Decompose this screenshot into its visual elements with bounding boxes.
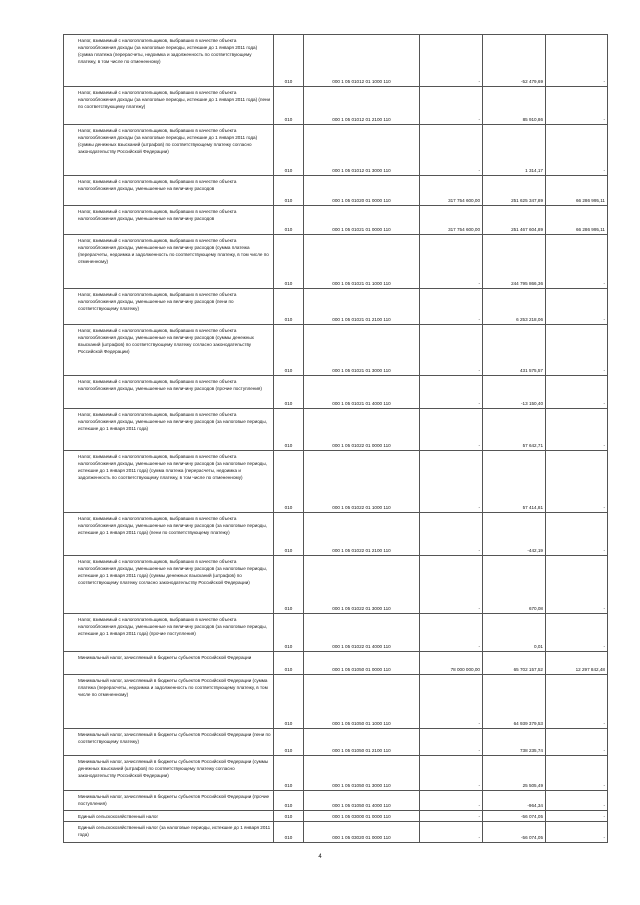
row-approved: - (420, 35, 483, 87)
row-executed: -56 074,05 (483, 822, 546, 843)
table-row (64, 289, 608, 325)
row-name: Минимальный налог, зачисляемый в бюджеты субъектов Российской Федерации (64, 652, 274, 675)
row-unexecuted: - (546, 614, 608, 652)
row-approved: - (420, 675, 483, 729)
row-kbk: 000 1 05 01021 01 3000 110 (304, 325, 420, 376)
table-row (64, 176, 608, 206)
row-approved: - (420, 289, 483, 325)
table-row (64, 125, 608, 176)
row-code: 010 (274, 376, 304, 409)
revenue-table (63, 34, 608, 843)
row-unexecuted: - (546, 513, 608, 556)
row-kbk: 000 1 05 01012 01 3000 110 (304, 125, 420, 176)
row-name: Налог, взимаемый с налогоплательщиков, выбравших в качестве объекта налогообложения доходы (за налоговые периоды, истекшие до 1 января 2011 года) (пени по соответствующему платежу) (64, 87, 274, 125)
row-approved: - (420, 729, 483, 756)
row-name: Налог, взимаемый с налогоплательщиков, выбравших в качестве объекта налогообложения доходы, уменьшенные на величину расходов (64, 176, 274, 206)
row-unexecuted: - (546, 811, 608, 822)
row-code: 010 (274, 811, 304, 822)
row-kbk: 000 1 05 01022 01 0000 110 (304, 409, 420, 451)
row-kbk: 000 1 05 01021 01 4000 110 (304, 376, 420, 409)
row-executed: 0,01 (483, 614, 546, 652)
row-code: 010 (274, 235, 304, 289)
table-row (64, 756, 608, 791)
row-approved: - (420, 325, 483, 376)
page-number: 4 (318, 854, 322, 860)
row-kbk: 000 1 05 03000 01 0000 110 (304, 811, 420, 822)
row-unexecuted: - (546, 235, 608, 289)
row-kbk: 000 1 05 01012 01 1000 110 (304, 35, 420, 87)
row-kbk: 000 1 05 01050 01 1000 110 (304, 675, 420, 729)
row-approved: 317 754 600,00 (420, 176, 483, 206)
row-unexecuted: 66 286 995,11 (546, 176, 608, 206)
row-unexecuted: - (546, 87, 608, 125)
table-row (64, 822, 608, 843)
row-executed: 64 939 379,53 (483, 675, 546, 729)
row-executed: 431 575,57 (483, 325, 546, 376)
row-name: Минимальный налог, зачисляемый в бюджеты субъектов Российской Федерации (прочие поступления) (64, 791, 274, 811)
row-executed: 85 910,86 (483, 87, 546, 125)
row-approved: - (420, 756, 483, 791)
row-unexecuted: - (546, 125, 608, 176)
row-approved: - (420, 556, 483, 614)
row-unexecuted: - (546, 675, 608, 729)
row-kbk: 000 1 05 03020 01 0000 110 (304, 822, 420, 843)
row-approved: - (420, 376, 483, 409)
row-approved: 317 754 600,00 (420, 206, 483, 235)
row-executed: 670,08 (483, 556, 546, 614)
table-row (64, 614, 608, 652)
row-code: 010 (274, 652, 304, 675)
row-code: 010 (274, 325, 304, 376)
row-approved: - (420, 451, 483, 513)
row-executed: 1 314,17 (483, 125, 546, 176)
row-executed: -442,19 (483, 513, 546, 556)
row-unexecuted: - (546, 409, 608, 451)
row-kbk: 000 1 05 01021 01 2100 110 (304, 289, 420, 325)
row-name: Минимальный налог, зачисляемый в бюджеты субъектов Российской Федерации (пени по соответствующему платежу) (64, 729, 274, 756)
row-code: 010 (274, 409, 304, 451)
row-unexecuted: - (546, 325, 608, 376)
row-kbk: 000 1 05 01050 01 2100 110 (304, 729, 420, 756)
row-name: Налог, взимаемый с налогоплательщиков, выбравших в качестве объекта налогообложения доходы, уменьшенные на величину расходов (пени по соответствующему платежу) (64, 289, 274, 325)
row-code: 010 (274, 87, 304, 125)
row-approved: - (420, 614, 483, 652)
row-approved: - (420, 125, 483, 176)
row-executed: 251 625 347,89 (483, 176, 546, 206)
table-row (64, 87, 608, 125)
row-executed: 738 235,74 (483, 729, 546, 756)
row-name: Налог, взимаемый с налогоплательщиков, выбравших в качестве объекта налогообложения доходы (за налоговые периоды, истекшие до 1 января 2011 года) (суммы денежных взысканий (штрафов) по соответствующему платежу согласно законодательству Российской Федерации) (64, 125, 274, 176)
table-row (64, 513, 608, 556)
table-row (64, 556, 608, 614)
row-code: 010 (274, 791, 304, 811)
table-row (64, 35, 608, 87)
row-name: Налог, взимаемый с налогоплательщиков, выбравших в качестве объекта налогообложения доходы, уменьшенные на величину расходов (за налоговые периоды, истекшие до 1 января 2011 года) (суммы денежных взысканий (штрафов) по соответствующему платежу согласно законодательству Российской Федерации) (64, 556, 274, 614)
table-row (64, 235, 608, 289)
row-name: Налог, взимаемый с налогоплательщиков, выбравших в качестве объекта налогообложения доходы, уменьшенные на величину расходов (64, 206, 274, 235)
row-code: 010 (274, 822, 304, 843)
row-code: 010 (274, 675, 304, 729)
row-unexecuted: 12 297 842,48 (546, 652, 608, 675)
row-name: Налог, взимаемый с налогоплательщиков, выбравших в качестве объекта налогообложения доходы (за налоговые периоды, истекшие до 1 января 2011 года) (сумма платежа (перерасчеты, недоимка и задолженность по соответствующему платежу, в том числе по отмененному) (64, 35, 274, 87)
row-name: Единый сельскохозяйственный налог (64, 811, 274, 822)
row-kbk: 000 1 05 01021 01 0000 110 (304, 206, 420, 235)
row-approved: - (420, 409, 483, 451)
row-executed: 251 467 604,89 (483, 206, 546, 235)
row-executed: 57 642,71 (483, 409, 546, 451)
row-kbk: 000 1 05 01021 01 1000 110 (304, 235, 420, 289)
row-executed: -964,34 (483, 791, 546, 811)
row-unexecuted: 66 286 995,11 (546, 206, 608, 235)
row-kbk: 000 1 05 01022 01 4000 110 (304, 614, 420, 652)
row-name: Налог, взимаемый с налогоплательщиков, выбравших в качестве объекта налогообложения доходы, уменьшенные на величину расходов (суммы денежных взысканий (штрафов) по соответствующему платежу согласно законодательству Российской Федерации) (64, 325, 274, 376)
row-executed: 6 253 218,06 (483, 289, 546, 325)
row-kbk: 000 1 05 01050 01 0000 110 (304, 652, 420, 675)
row-name: Минимальный налог, зачисляемый в бюджеты субъектов Российской Федерации (суммы денежных взысканий (штрафов) по соответствующему платежу согласно законодательству Российской Федерации) (64, 756, 274, 791)
row-code: 010 (274, 556, 304, 614)
row-kbk: 000 1 05 01020 01 0000 110 (304, 176, 420, 206)
table-row (64, 811, 608, 822)
table-row (64, 652, 608, 675)
row-unexecuted: - (546, 756, 608, 791)
row-unexecuted: - (546, 376, 608, 409)
table-row (64, 206, 608, 235)
row-kbk: 000 1 05 01050 01 4000 110 (304, 791, 420, 811)
row-kbk: 000 1 05 01022 01 2100 110 (304, 513, 420, 556)
row-executed: -13 150,40 (483, 376, 546, 409)
row-executed: -52 479,69 (483, 35, 546, 87)
row-code: 010 (274, 35, 304, 87)
row-code: 010 (274, 206, 304, 235)
row-unexecuted: - (546, 289, 608, 325)
row-name: Налог, взимаемый с налогоплательщиков, выбравших в качестве объекта налогообложения доходы, уменьшенные на величину расходов (сумма платежа (перерасчеты, недоимка и задолженность по соответствующему платежу, в том числе по отмененному) (64, 235, 274, 289)
row-name: Налог, взимаемый с налогоплательщиков, выбравших в качестве объекта налогообложения доходы, уменьшенные на величину расходов (за налоговые периоды, истекшие до 1 января 2011 года) (пени по соответствующему платежу) (64, 513, 274, 556)
table-body (64, 35, 608, 843)
row-executed: 25 505,49 (483, 756, 546, 791)
row-code: 010 (274, 513, 304, 556)
row-approved: - (420, 811, 483, 822)
row-name: Налог, взимаемый с налогоплательщиков, выбравших в качестве объекта налогообложения доходы, уменьшенные на величину расходов (за налоговые периоды, истекшие до 1 января 2011 года) (сумма платежа (перерасчеты, недоимка и задолженность по соответствующему платежу, в том числе по отмененному) (64, 451, 274, 513)
row-name: Минимальный налог, зачисляемый в бюджеты субъектов Российской Федерации (сумма платежа (перерасчеты, недоимка и задолженность по соответствующему платежу, в том числе по отмененному) (64, 675, 274, 729)
table-row (64, 409, 608, 451)
row-name: Налог, взимаемый с налогоплательщиков, выбравших в качестве объекта налогообложения доходы, уменьшенные на величину расходов (за налоговые периоды, истекшие до 1 января 2011 года) (прочие поступления) (64, 614, 274, 652)
row-approved: - (420, 822, 483, 843)
row-executed: 65 702 157,52 (483, 652, 546, 675)
row-kbk: 000 1 05 01012 01 2100 110 (304, 87, 420, 125)
row-code: 010 (274, 125, 304, 176)
row-code: 010 (274, 756, 304, 791)
row-name: Налог, взимаемый с налогоплательщиков, выбравших в качестве объекта налогообложения доходы, уменьшенные на величину расходов (за налоговые периоды, истекшие до 1 января 2011 года) (64, 409, 274, 451)
table-row (64, 791, 608, 811)
row-code: 010 (274, 176, 304, 206)
row-unexecuted: - (546, 556, 608, 614)
row-unexecuted: - (546, 729, 608, 756)
row-executed: 57 414,81 (483, 451, 546, 513)
row-executed: -56 074,05 (483, 811, 546, 822)
row-unexecuted: - (546, 35, 608, 87)
row-approved: 78 000 000,00 (420, 652, 483, 675)
table-row (64, 451, 608, 513)
row-kbk: 000 1 05 01022 01 1000 110 (304, 451, 420, 513)
row-approved: - (420, 235, 483, 289)
row-name: Налог, взимаемый с налогоплательщиков, выбравших в качестве объекта налогообложения доходы, уменьшенные на величину расходов (прочие поступления) (64, 376, 274, 409)
row-unexecuted: - (546, 822, 608, 843)
row-approved: - (420, 87, 483, 125)
row-code: 010 (274, 451, 304, 513)
row-kbk: 000 1 05 01050 01 3000 110 (304, 756, 420, 791)
row-executed: 244 795 866,36 (483, 235, 546, 289)
row-approved: - (420, 791, 483, 811)
row-unexecuted: - (546, 451, 608, 513)
table-row (64, 376, 608, 409)
table-row (64, 325, 608, 376)
row-code: 010 (274, 289, 304, 325)
row-code: 010 (274, 614, 304, 652)
row-approved: - (420, 513, 483, 556)
row-unexecuted: - (546, 791, 608, 811)
table-row (64, 675, 608, 729)
row-code: 010 (274, 729, 304, 756)
table-row (64, 729, 608, 756)
row-kbk: 000 1 05 01022 01 3000 110 (304, 556, 420, 614)
row-name: Единый сельскохозяйственный налог (за налоговые периоды, истекшие до 1 января 2011 года) (64, 822, 274, 843)
